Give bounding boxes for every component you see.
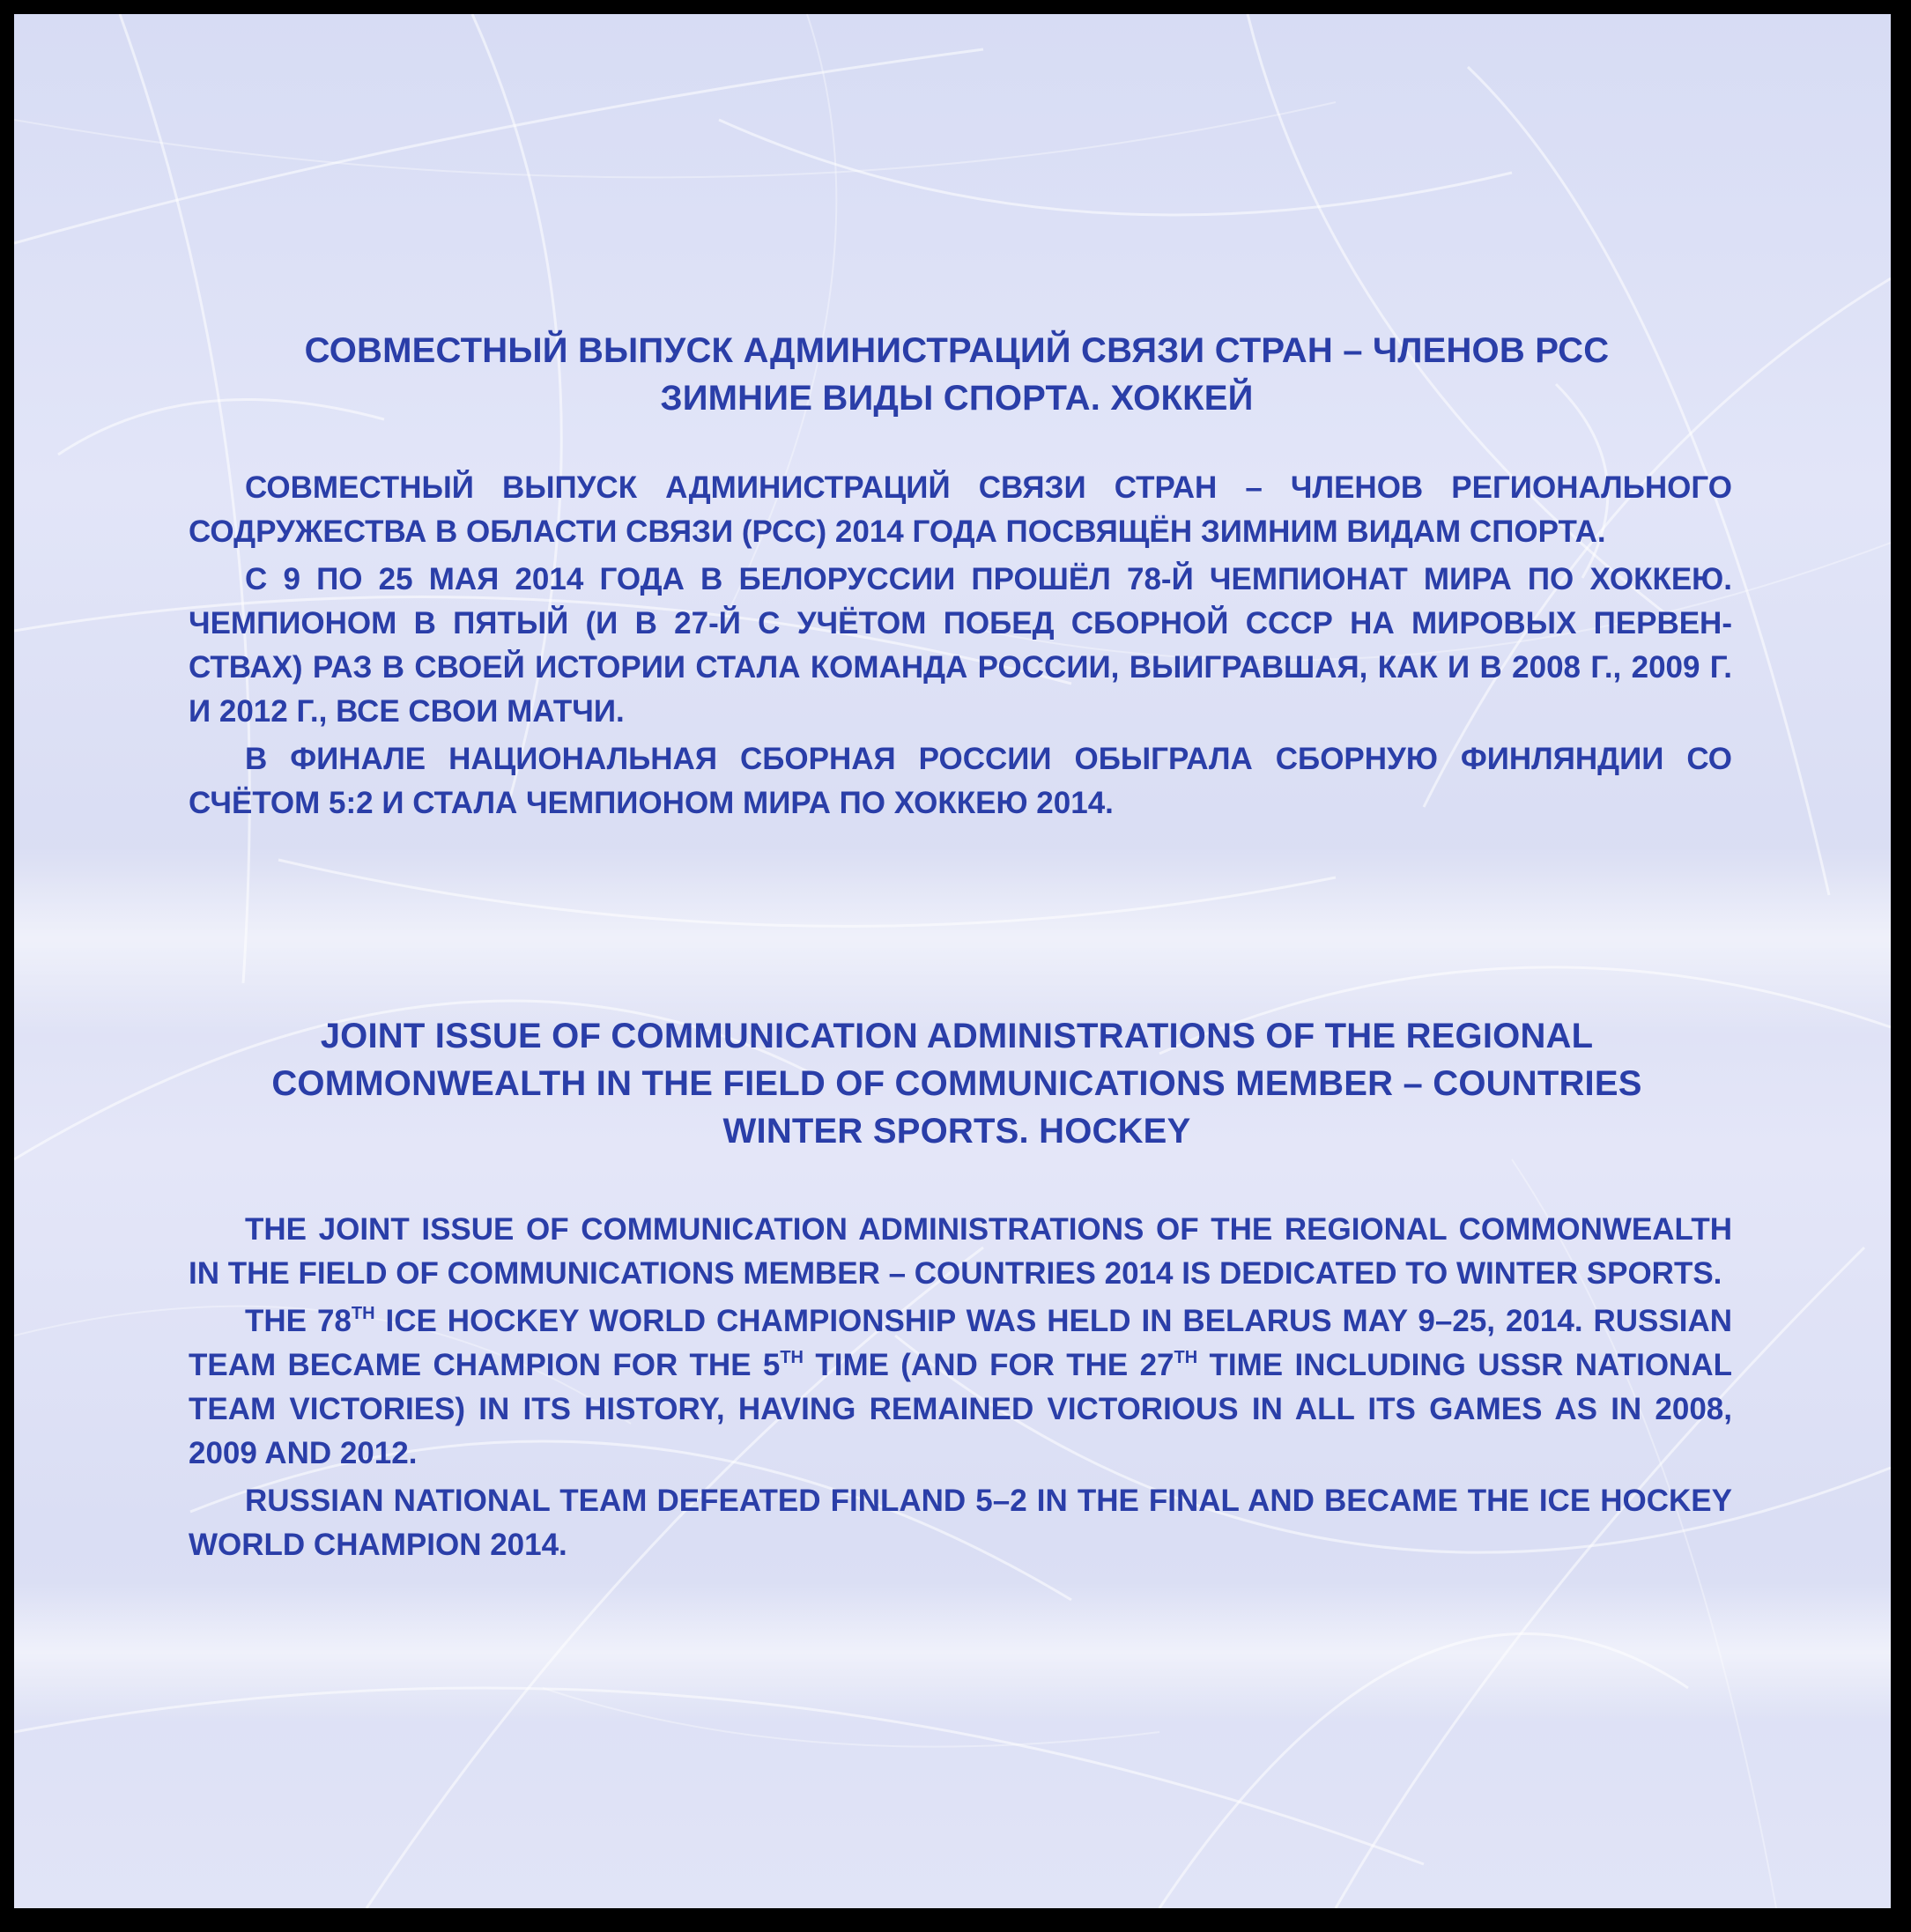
ordinal-suffix: TH [780, 1348, 804, 1367]
english-paragraph-1: THE JOINT ISSUE OF COMMUNICATION ADMINISTRATIONS OF THE REGIONAL COMMONWEALTH IN THE FIELD OF COMMUNICATIONS MEMBER – COUNTRIES 2014 IS DEDICATED TO WINTER SPORTS. [189, 1212, 1732, 1291]
russian-paragraph-1: СОВМЕСТНЫЙ ВЫПУСК АДМИНИСТРАЦИЙ СВЯЗИ СТРАН – ЧЛЕНОВ РЕГИОНАЛЬНОГО СОДРУЖЕСТВА В ОБЛАСТИ СВЯЗИ (РСС) 2014 ГОДА ПОСВЯЩЁН ЗИМНИМ ВИДАМ СПОРТА. [189, 470, 1732, 549]
english-body [189, 1208, 1732, 1571]
english-paragraph-2 [189, 1299, 1732, 1476]
russian-paragraph-3: В ФИНАЛЕ НАЦИОНАЛЬНАЯ СБОРНАЯ РОССИИ ОБЫГРАЛА СБОРНУЮ ФИНЛЯНДИИ СО СЧЁТОМ 5:2 И СТАЛА ЧЕМПИОНОМ МИРА ПО ХОККЕЮ 2014. [189, 742, 1732, 820]
english-heading-line-1: JOINT ISSUE OF COMMUNICATION ADMINISTRATIONS OF THE REGIONAL [320, 1017, 1594, 1055]
english-heading-line-2: COMMONWEALTH IN THE FIELD OF COMMUNICATIONS MEMBER – COUNTRIES [271, 1064, 1642, 1103]
text-content [14, 14, 1891, 1908]
russian-body [189, 466, 1732, 829]
russian-paragraph-2: С 9 ПО 25 МАЯ 2014 ГОДА В БЕЛОРУССИИ ПРОШЁЛ 78-Й ЧЕМПИОНАТ МИРА ПО ХОККЕЮ. ЧЕМПИОНОМ В ПЯТЫЙ (И В 27-Й С УЧЁТОМ ПОБЕД СБОРНОЙ СССР НА МИРОВЫХ ПЕРВЕН-СТВАХ) РАЗ В СВОЕЙ ИСТОРИИ СТАЛА КОМАНДА РОССИИ, ВЫИГРАВШАЯ, КАК И В 2008 Г., 2009 Г. И 2012 Г., ВСЕ СВОИ МАТЧИ. [189, 562, 1732, 729]
english-heading-line-3: WINTER SPORTS. HOCKEY [722, 1112, 1191, 1151]
english-paragraph-2-text-4: TIME INCLUDING USSR NATIONAL TEAM VICTORIES) IN ITS HISTORY, HAVING REMAINED VICTORIOUS IN ALL ITS GAMES AS IN 2008, 2009 AND 2012. [189, 1348, 1732, 1470]
russian-heading-line-1: СОВМЕСТНЫЙ ВЫПУСК АДМИНИСТРАЦИЙ СВЯЗИ СТРАН – ЧЛЕНОВ РСС [304, 331, 1610, 370]
english-paragraph-2-text-2: ICE HOCKEY WORLD CHAMPIONSHIP WAS HELD IN BELARUS MAY 9–25, 2014. RUSSIAN TEAM BECAME CHAMPION FOR THE 5 [189, 1304, 1733, 1382]
ordinal-suffix: TH [351, 1304, 375, 1323]
english-paragraph-2-text-3: TIME (AND FOR THE 27 [804, 1348, 1174, 1382]
english-paragraph-3: RUSSIAN NATIONAL TEAM DEFEATED FINLAND 5–2 IN THE FINAL AND BECAME THE ICE HOCKEY WORLD CHAMPION 2014. [189, 1484, 1732, 1562]
ordinal-suffix: TH [1174, 1348, 1198, 1367]
russian-heading-line-2: ЗИМНИЕ ВИДЫ СПОРТА. ХОККЕЙ [660, 379, 1254, 418]
english-heading [173, 1012, 1741, 1155]
russian-heading [173, 327, 1741, 422]
english-paragraph-2-text-1: THE 78 [245, 1304, 352, 1338]
booklet-page [14, 14, 1891, 1908]
